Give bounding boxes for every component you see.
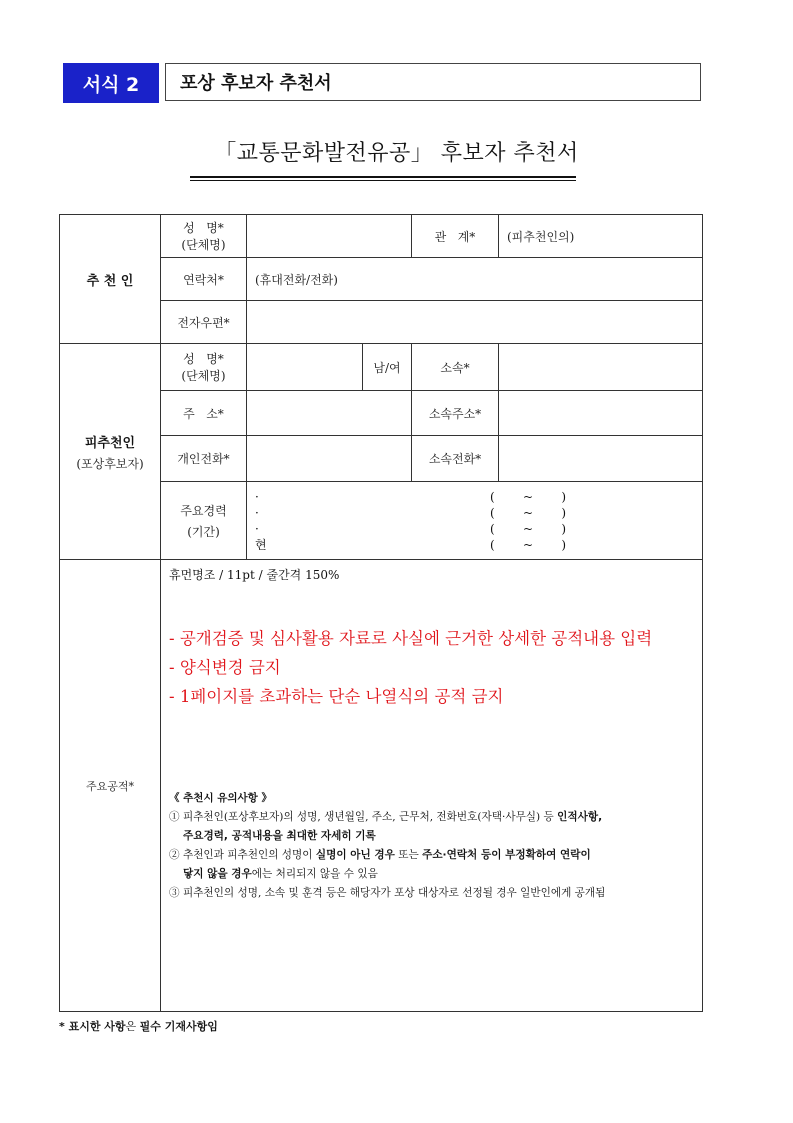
caution-2-text-b: 또는 (394, 849, 423, 861)
address-field[interactable] (247, 391, 412, 436)
nominee-section-label (60, 344, 161, 560)
caution-2-text: ② 추천인과 피추천인의 성명이 (169, 849, 316, 861)
caution-2-text-c: 에는 처리되지 않을 수 있음 (251, 868, 378, 880)
career-label (161, 482, 247, 560)
nominee-name-label-line2: (단체명) (181, 369, 226, 383)
format-note: 휴먼명조 / 11pt / 줄간격 150% (169, 568, 340, 582)
caution-title: 《 추천시 유의사항 》 (169, 792, 272, 804)
career-entry (255, 489, 694, 505)
footnote-text: 은 (125, 1020, 140, 1033)
instruction-list (169, 624, 694, 711)
affiliation-phone-field[interactable] (499, 436, 703, 482)
period-open: ( (490, 505, 495, 520)
career-label-line2: (기간) (187, 524, 220, 539)
caution-item-3: ③ 피추천인의 성명, 소속 및 훈격 등은 해당자가 포상 대상자로 선정될 경우 일반인에게 공개됨 (169, 887, 606, 899)
career-entry (255, 521, 694, 537)
affiliation-address-label: 소속주소* (412, 391, 499, 436)
career-field[interactable] (247, 482, 703, 560)
career-bullet: · (255, 489, 259, 504)
nomination-form-table (59, 214, 703, 1012)
relation-label-text: 관 계* (434, 229, 476, 244)
address-label (161, 391, 247, 436)
affiliation-label: 소속* (412, 344, 499, 391)
caution-2-bold-a: 실명이 아닌 경우 (315, 849, 395, 861)
form-name-box (165, 63, 701, 101)
contact-field-text: (휴대전화/전화) (255, 272, 338, 287)
career-label-line1: 주요경력 (180, 503, 227, 518)
period-close: ) (561, 505, 566, 520)
address-label-text: 주 소* (183, 406, 224, 421)
gender-field[interactable]: 남/여 (363, 344, 412, 391)
footnote-bold-a: * 표시한 사항 (59, 1020, 126, 1033)
nominee-name-row (60, 344, 703, 391)
caution-2-continuation (169, 865, 694, 884)
name-label-line2: (단체명) (181, 238, 226, 252)
nominee-section-title: 피추천인 (84, 435, 136, 451)
title-underline (190, 176, 576, 178)
affiliation-address-field[interactable] (499, 391, 703, 436)
email-field[interactable] (247, 301, 703, 344)
caution-1-bold: 인적사항, (557, 811, 603, 823)
relation-field[interactable] (499, 215, 703, 258)
contact-field[interactable] (247, 258, 703, 301)
caution-item-1 (169, 808, 694, 827)
period-close: ) (561, 537, 566, 552)
caution-notes (169, 789, 694, 903)
document-title: 「교통문화발전유공」 후보자 추천서 (214, 141, 579, 166)
form-number-badge: 서식 2 (63, 63, 159, 103)
personal-phone-field[interactable] (247, 436, 412, 482)
period-tilde: ~ (522, 537, 534, 552)
achievements-row (60, 560, 703, 1012)
nominee-section-subtitle: (포상후보자) (76, 456, 144, 471)
email-label: 전자우편* (161, 301, 247, 344)
instruction-line: - 1페이지를 초과하는 단순 나열식의 공적 금지 (169, 687, 504, 706)
footnote-bold-b: 필수 기재사항임 (139, 1020, 218, 1033)
relation-label (412, 215, 499, 258)
personal-phone-label: 개인전화* (161, 436, 247, 482)
affiliation-field[interactable] (499, 344, 703, 391)
recommender-section-label: 추 천 인 (60, 215, 161, 344)
period-open: ( (490, 521, 495, 536)
achievements-field[interactable] (161, 560, 703, 1012)
period-close: ) (561, 521, 566, 536)
relation-field-text: (피추천인의) (507, 229, 575, 244)
caution-2-bold-c: 닿지 않을 경우 (183, 868, 252, 880)
instruction-line: - 공개검증 및 심사활용 자료로 사실에 근거한 상세한 공적내용 입력 (169, 629, 653, 648)
achievements-label: 주요공적* (60, 560, 161, 1012)
career-bullet: 현 (255, 537, 267, 552)
nominee-name-label (161, 344, 247, 391)
period-tilde: ~ (522, 489, 534, 504)
caution-1-continuation: 주요경력, 공적내용을 최대한 자세히 기록 (183, 830, 376, 842)
period-tilde: ~ (522, 505, 534, 520)
period-close: ) (561, 489, 566, 504)
career-entry-current (255, 537, 694, 553)
name-label-line1: 성 명* (183, 221, 224, 235)
recommender-name-field[interactable] (247, 215, 412, 258)
nominee-name-label-line1: 성 명* (183, 352, 224, 366)
career-bullet: · (255, 521, 259, 536)
required-footnote (59, 1018, 218, 1034)
contact-label: 연락처* (161, 258, 247, 301)
instruction-line: - 양식변경 금지 (169, 658, 281, 677)
form-name: 포상 후보자 추천서 (180, 73, 332, 94)
affiliation-phone-label: 소속전화* (412, 436, 499, 482)
period-open: ( (490, 537, 495, 552)
career-entry (255, 505, 694, 521)
caution-item-2 (169, 846, 694, 865)
caution-2-bold-b: 주소·연락처 등이 부정확하여 연락이 (422, 849, 591, 861)
nominee-name-field[interactable] (247, 344, 363, 391)
period-open: ( (490, 489, 495, 504)
title-underline-thin (190, 180, 576, 181)
career-bullet: · (255, 505, 259, 520)
period-tilde: ~ (522, 521, 534, 536)
caution-1-text: ① 피추천인(포상후보자)의 성명, 생년월일, 주소, 근무처, 전화번호(자택·사무실) 등 (169, 811, 558, 823)
recommender-name-row (60, 215, 703, 258)
recommender-name-label (161, 215, 247, 258)
